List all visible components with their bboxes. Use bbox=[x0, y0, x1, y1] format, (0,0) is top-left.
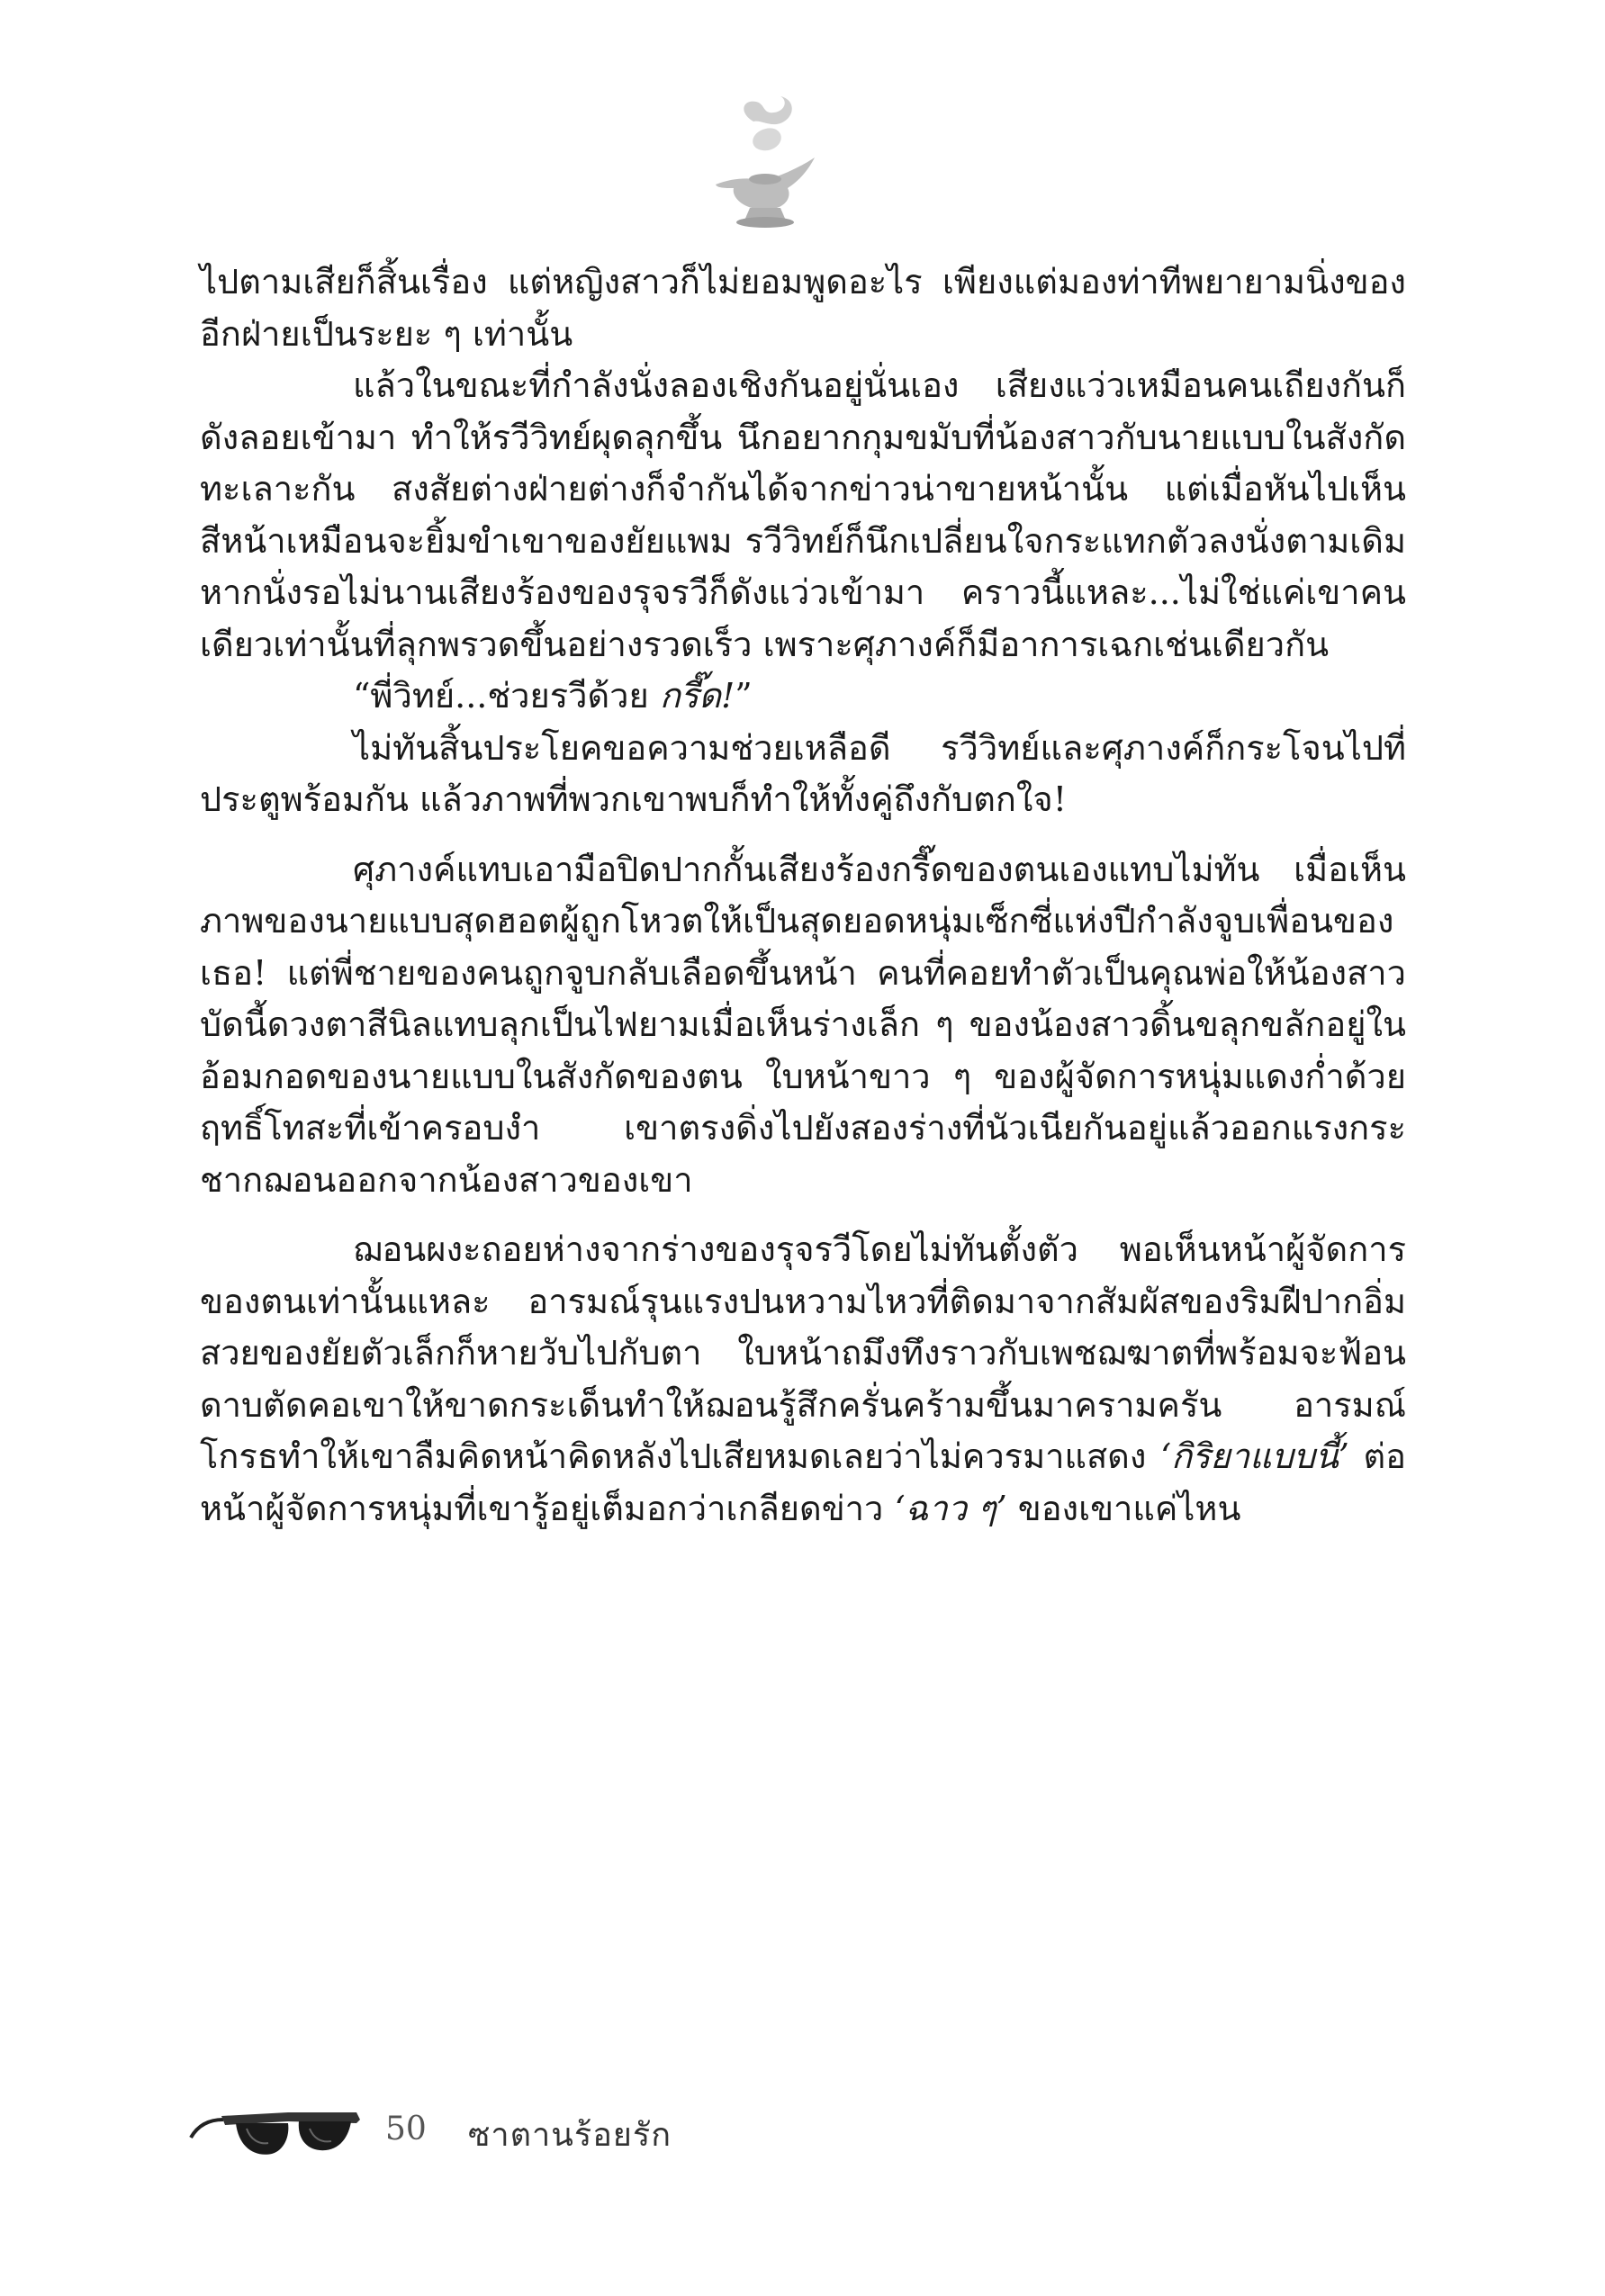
paragraph: แล้วในขณะที่กำลังนั่งลองเชิงกันอยู่นั่นเอง เสียงแว่วเหมือนคนเถียงกันก็ดังลอยเข้ามา ทำให้รวีวิทย์ผุดลุกขึ้น นึกอยากกุมขมับที่น้องสาวกับนายแบบในสังกัดทะเลาะกัน สงสัยต่างฝ่ายต่างก็จำกันได้จากข่าวน่าขายหน้านั้น แต่เมื่อหันไปเห็นสีหน้าเหมือนจะยิ้มขำเขาของยัยแพม รวีวิทย์ก็นึกเปลี่ยนใจกระแทกตัวลงนั่งตามเดิม หากนั่งรอไม่นานเสียงร้องของรุจรวีก็ดังแว่วเข้ามา คราวนี้แหละ...ไม่ใช่แค่เขาคนเดียวเท่านั้นที่ลุกพรวดขึ้นอย่างรวดเร็ว เพราะศุภางค์ก็มีอาการเฉกเช่นเดียวกัน bbox=[200, 365, 1406, 664]
dialogue-line: “พี่วิทย์...ช่วยรวีด้วย กรี๊ด!” bbox=[353, 676, 753, 716]
paragraph: ฌอนผงะถอยห่างจากร่างของรุจรวีโดยไม่ทันตั้งตัว พอเห็นหน้าผู้จัดการของตนเท่านั้นแหละ อารมณ์รุนแรงปนหวามไหวที่ติดมาจากสัมผัสของริมฝีปากอิ่มสวยของยัยตัวเล็กก็หายวับไปกับตา ใบหน้าถมึงทึงราวกับเพชฌฆาตที่พร้อมจะฟ้อนดาบตัดคอเขาให้ขาดกระเด็นทำให้ฌอนรู้สึกครั่นคร้ามขึ้นมาครามครัน อารมณ์โกรธทำให้เขาลืมคิดหน้าคิดหลังไปเสียหมดเลยว่าไม่ควรมาแสดง ‘กิริยาแบบนี้’ ต่อหน้าผู้จัดการหนุ่มที่เขารู้อยู่เต็มอกว่าเกลียดข่าว ‘ฉาว ๆ’ ของเขาแค่ไหน bbox=[200, 1229, 1406, 1528]
paragraph: ไม่ทันสิ้นประโยคขอความช่วยเหลือดี รวีวิทย์และศุภางค์ก็กระโจนไปที่ประตูพร้อมกัน แล้วภาพที่พวกเขาพบก็ทำให้ทั้งคู่ถึงกับตกใจ! bbox=[200, 727, 1406, 819]
sunglasses-icon bbox=[189, 2093, 369, 2165]
paragraph: ไปตามเสียก็สิ้นเรื่อง แต่หญิงสาวก็ไม่ยอมพูดอะไร เพียงแต่มองท่าทีพยายามนิ่งของอีกฝ่ายเป็นระยะ ๆ เท่านั้น bbox=[200, 262, 1406, 354]
body-text bbox=[200, 257, 1406, 1535]
page-number: 50 bbox=[385, 2111, 427, 2147]
book-title: ซาตานร้อยรัก bbox=[468, 2117, 672, 2154]
page-footer bbox=[189, 2093, 819, 2165]
magic-lamp-icon bbox=[698, 95, 833, 239]
paragraph: ศุภางค์แทบเอามือปิดปากกั้นเสียงร้องกรี๊ดของตนเองแทบไม่ทัน เมื่อเห็นภาพของนายแบบสุดฮอตผู้ถูกโหวตให้เป็นสุดยอดหนุ่มเซ็กซี่แห่งปีกำลังจูบเพื่อนของเธอ! แต่พี่ชายของคนถูกจูบกลับเลือดขึ้นหน้า คนที่คอยทำตัวเป็นคุณพ่อให้น้องสาวบัดนี้ดวงตาสีนิลแทบลุกเป็นไฟยามเมื่อเห็นร่างเล็ก ๆ ของน้องสาวดิ้นขลุกขลักอยู่ในอ้อมกอดของนายแบบในสังกัดของตน ใบหน้าขาว ๆ ของผู้จัดการหนุ่มแดงก่ำด้วยฤทธิ์โทสะที่เข้าครอบงำ เขาตรงดิ่งไปยังสองร่างที่นัวเนียกันอยู่แล้วออกแรงกระชากฌอนออกจากน้องสาวของเขา bbox=[200, 849, 1406, 1200]
